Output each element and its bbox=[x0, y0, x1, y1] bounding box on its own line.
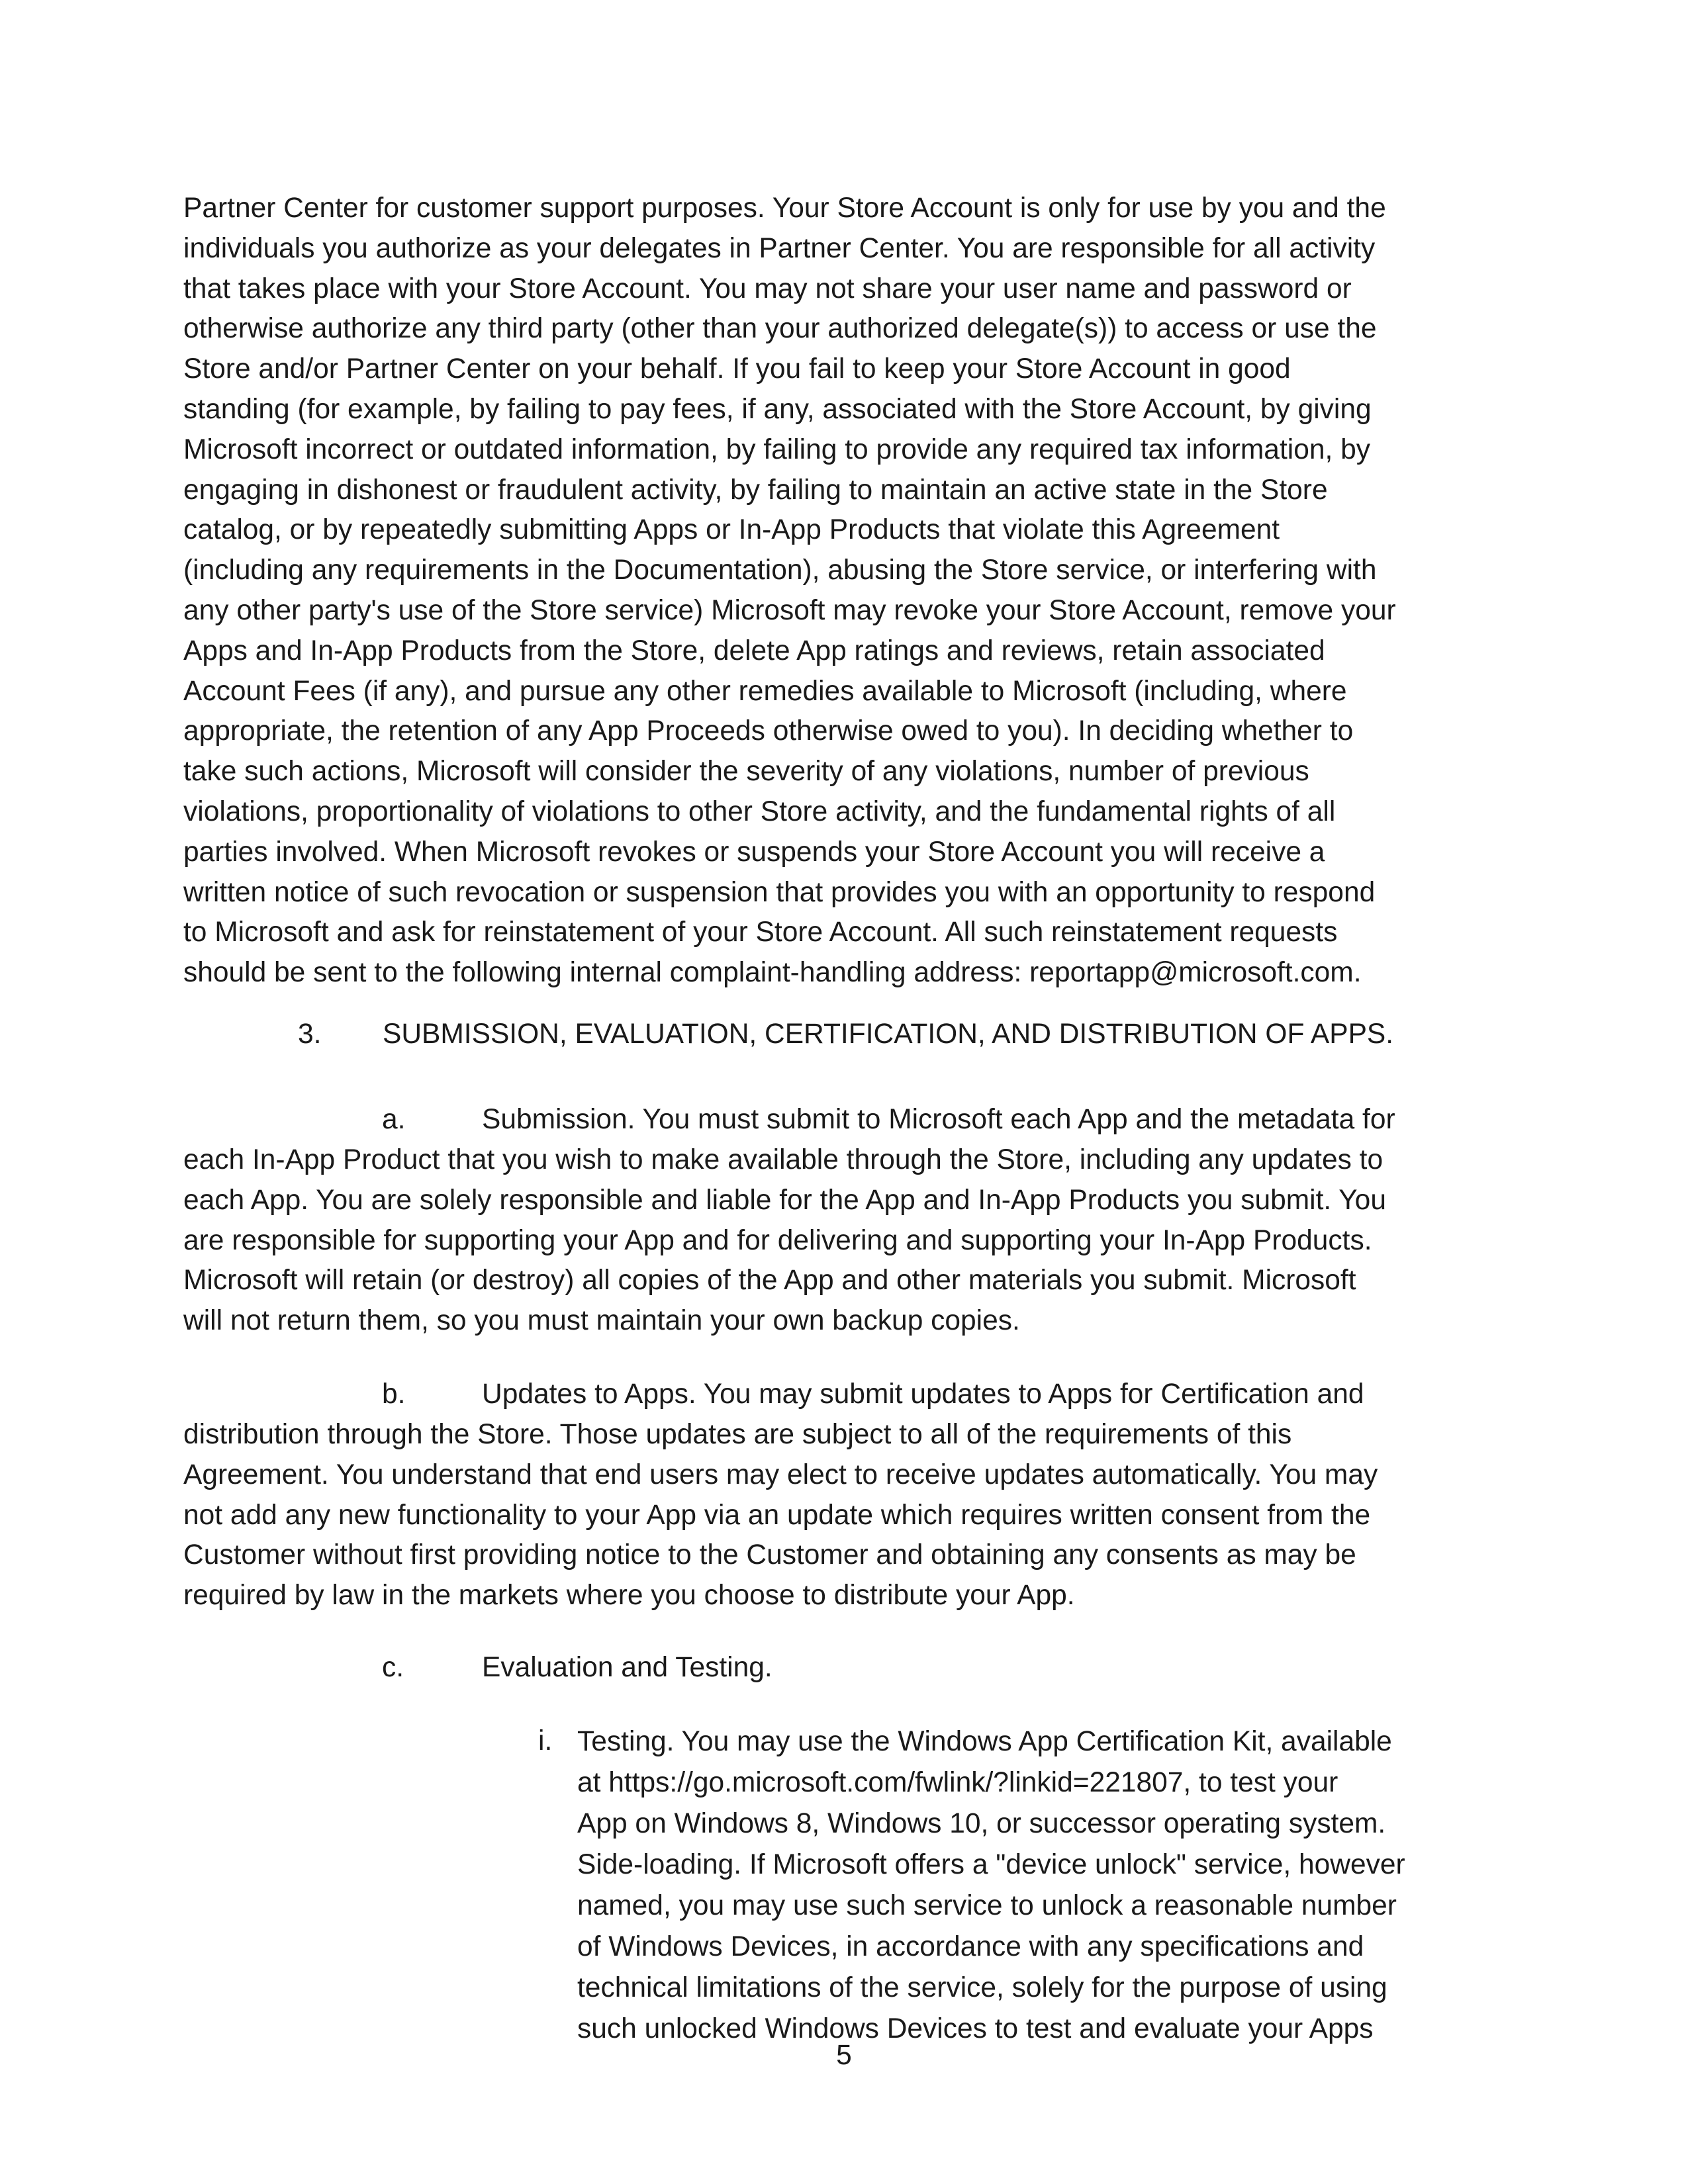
paragraph-line: violations, proportionality of violations to other Store activity, and the fundamental rights of all bbox=[183, 796, 1336, 827]
paragraph-line: required by law in the markets where you choose to distribute your App. bbox=[183, 1580, 1075, 1612]
paragraph-line: standing (for example, by failing to pay fees, if any, associated with the Store Account, by giving bbox=[183, 393, 1372, 425]
item-b-paragraph bbox=[183, 1415, 1501, 1616]
paragraph-line: are responsible for supporting your App and for delivering and supporting your In-App Products. bbox=[183, 1224, 1372, 1256]
paragraph-line: such unlocked Windows Devices to test and evaluate your Apps bbox=[577, 2013, 1374, 2044]
account-paragraph bbox=[183, 189, 1501, 993]
paragraph-line: at https://go.microsoft.com/fwlink/?linkid=221807, to test your bbox=[577, 1767, 1338, 1798]
item-b-first-line: Updates to Apps. You may submit updates to Apps for Certification and bbox=[482, 1379, 1364, 1410]
item-letter-b: b. bbox=[382, 1379, 406, 1410]
item-c-i-paragraph bbox=[577, 1721, 1504, 2050]
paragraph-line: each App. You are solely responsible and liable for the App and In-App Products you submit. You bbox=[183, 1184, 1386, 1216]
paragraph-line: individuals you authorize as your delegates in Partner Center. You are responsible for all activity bbox=[183, 232, 1376, 264]
paragraph-line: otherwise authorize any third party (other than your authorized delegate(s)) to access or use the bbox=[183, 313, 1377, 345]
item-numeral-i: i. bbox=[538, 1725, 553, 1756]
paragraph-line: catalog, or by repeatedly submitting Apps or In-App Products that violate this Agreement bbox=[183, 514, 1280, 546]
paragraph-line: Testing. You may use the Windows App Certification Kit, available bbox=[577, 1726, 1392, 1757]
paragraph-line: distribution through the Store. Those updates are subject to all of the requirements of this bbox=[183, 1419, 1292, 1450]
paragraph-line: named, you may use such service to unlock a reasonable number bbox=[577, 1890, 1397, 1921]
item-letter-c: c. bbox=[382, 1652, 404, 1683]
paragraph-line: any other party's use of the Store service) Microsoft may revoke your Store Account, remove your bbox=[183, 594, 1396, 626]
paragraph-line: technical limitations of the service, solely for the purpose of using bbox=[577, 1972, 1387, 2003]
paragraph-line: Agreement. You understand that end users may elect to receive updates automatically. You may bbox=[183, 1459, 1378, 1490]
paragraph-line: that takes place with your Store Account. You may not share your user name and password or bbox=[183, 273, 1352, 304]
paragraph-line: App on Windows 8, Windows 10, or successor operating system. bbox=[577, 1808, 1386, 1839]
paragraph-line: should be sent to the following internal complaint-handling address: reportapp@microsoft.com. bbox=[183, 957, 1362, 989]
item-c-title: Evaluation and Testing. bbox=[482, 1652, 773, 1683]
paragraph-line: Customer without first providing notice to the Customer and obtaining any consents as may be bbox=[183, 1539, 1356, 1571]
paragraph-line: Apps and In-App Products from the Store, delete App ratings and reviews, retain associated bbox=[183, 635, 1325, 666]
item-letter-a: a. bbox=[382, 1104, 406, 1135]
paragraph-line: not add any new functionality to your App via an update which requires written consent from the bbox=[183, 1499, 1371, 1531]
paragraph-line: (including any requirements in the Documentation), abusing the Store service, or interfering with bbox=[183, 555, 1377, 586]
paragraph-line: engaging in dishonest or fraudulent activity, by failing to maintain an active state in the Store bbox=[183, 474, 1328, 506]
paragraph-line: written notice of such revocation or suspension that provides you with an opportunity to respond bbox=[183, 876, 1376, 908]
section-heading: SUBMISSION, EVALUATION, CERTIFICATION, AND DISTRIBUTION OF APPS. bbox=[383, 1019, 1394, 1050]
paragraph-line: Account Fees (if any), and pursue any other remedies available to Microsoft (including, where bbox=[183, 675, 1347, 707]
paragraph-line: Microsoft incorrect or outdated information, by failing to provide any required tax information, by bbox=[183, 433, 1370, 465]
paragraph-line: Side-loading. If Microsoft offers a "device unlock" service, however bbox=[577, 1849, 1405, 1880]
paragraph-line: Microsoft will retain (or destroy) all copies of the App and other materials you submit. Microsoft bbox=[183, 1265, 1356, 1297]
section-number: 3. bbox=[298, 1019, 322, 1050]
paragraph-line: appropriate, the retention of any App Proceeds otherwise owed to you). In deciding whether to bbox=[183, 715, 1354, 747]
paragraph-line: parties involved. When Microsoft revokes or suspends your Store Account you will receive a bbox=[183, 836, 1325, 868]
paragraph-line: of Windows Devices, in accordance with any specifications and bbox=[577, 1931, 1364, 1962]
paragraph-line: to Microsoft and ask for reinstatement of your Store Account. All such reinstatement requests bbox=[183, 917, 1338, 948]
paragraph-line: Partner Center for customer support purposes. Your Store Account is only for use by you and the bbox=[183, 193, 1386, 224]
paragraph-line: Store and/or Partner Center on your behalf. If you fail to keep your Store Account in good bbox=[183, 353, 1291, 385]
paragraph-line: each In-App Product that you wish to make available through the Store, including any updates to bbox=[183, 1144, 1383, 1175]
item-a-first-line: Submission. You must submit to Microsoft each App and the metadata for bbox=[482, 1104, 1395, 1135]
item-a-paragraph bbox=[183, 1140, 1501, 1342]
paragraph-line: take such actions, Microsoft will consider the severity of any violations, number of previous bbox=[183, 756, 1309, 788]
paragraph-line: will not return them, so you must maintain your own backup copies. bbox=[183, 1305, 1020, 1337]
page-number: 5 bbox=[836, 2040, 852, 2071]
